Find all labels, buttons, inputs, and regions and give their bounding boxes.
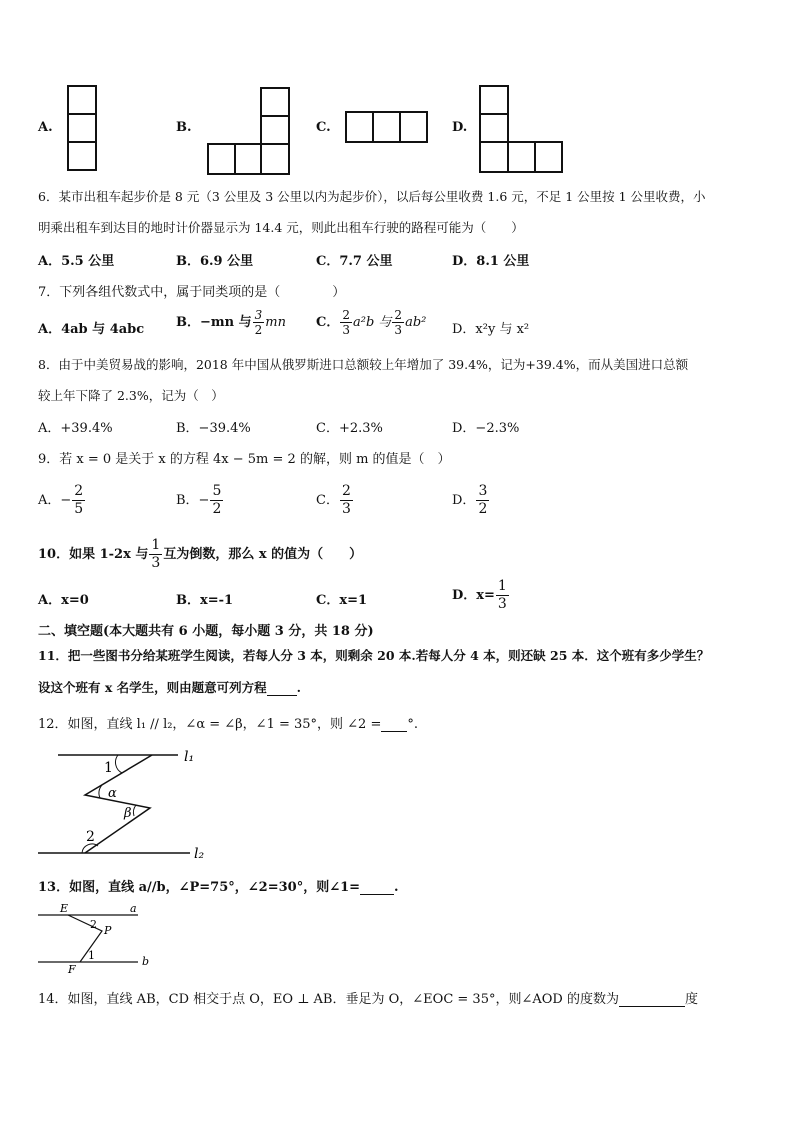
section-2-heading: 二、填空题(本大题共有 6 小题，每小题 3 分，共 18 分) bbox=[38, 624, 374, 639]
q9-b-den: 2 bbox=[212, 501, 222, 517]
q11-stem-line2 bbox=[38, 678, 301, 696]
q11-line2-prefix: 设这个班有 x 名学生，则由题意可列方程 bbox=[38, 680, 267, 695]
q5-option-c-letter: C. bbox=[316, 120, 331, 135]
q9-c-fraction bbox=[340, 483, 353, 518]
q8-option-d: D．−2.3% bbox=[452, 421, 520, 436]
q7-c-fraction-2 bbox=[392, 308, 404, 337]
q9-stem: 9．若 x = 0 是关于 x 的方程 4x − 5m = 2 的解，则 m 的值是（ ） bbox=[38, 452, 451, 467]
q7-b-fraction bbox=[253, 308, 265, 337]
q9-option-a bbox=[38, 483, 86, 518]
q12-label-l1: l₁ bbox=[184, 749, 195, 765]
q10-stem-num: 1 bbox=[151, 537, 161, 553]
q9-c-num: 2 bbox=[341, 483, 351, 499]
q9-b-num: 5 bbox=[212, 483, 222, 499]
q12-label-alpha: α bbox=[108, 786, 117, 801]
q8-stem-line1: 8．由于中美贸易战的影响，2018 年中国从俄罗斯进口总额较上年增加了 39.4%，记为+39.4%，而从美国进口总额 bbox=[38, 357, 689, 372]
q9-option-c bbox=[316, 483, 354, 518]
q13-answer-blank[interactable] bbox=[360, 879, 394, 895]
q9-option-d bbox=[452, 483, 490, 518]
q5-option-b-figure bbox=[206, 86, 292, 178]
q13-label-p: P bbox=[104, 924, 112, 937]
q13-label-e: E bbox=[60, 902, 69, 915]
q9-d-num: 3 bbox=[478, 483, 488, 499]
q7-c-num2: 2 bbox=[394, 308, 403, 322]
q13-stem bbox=[38, 876, 399, 895]
q8-option-b: B．−39.4% bbox=[176, 421, 251, 436]
q7-option-c bbox=[316, 308, 426, 337]
q6-stem-line1: 6．某市出租车起步价是 8 元（3 公里及 3 公里以内为起步价），以后每公里收费 1.6 元，不足 1 公里按 1 公里收费，小 bbox=[38, 189, 706, 204]
q9-option-b bbox=[176, 483, 224, 518]
q9-d-fraction bbox=[476, 483, 489, 518]
q6-option-d: D．8.1 公里 bbox=[452, 254, 530, 269]
q6-option-a: A．5.5 公里 bbox=[38, 254, 115, 269]
q5-option-d-letter: D. bbox=[452, 120, 468, 135]
q6-option-c: C．7.7 公里 bbox=[316, 254, 393, 269]
q10-stem-den: 3 bbox=[151, 555, 161, 571]
q11-line2-suffix: . bbox=[296, 680, 302, 695]
q10-stem-prefix: 10．如果 1-2x 与 bbox=[38, 547, 149, 562]
q9-b-fraction bbox=[210, 483, 223, 518]
q12-figure bbox=[30, 740, 220, 865]
q9-d-prefix: D． bbox=[452, 493, 476, 508]
q5-option-a-letter: A. bbox=[38, 120, 53, 135]
q5-option-d-figure bbox=[478, 84, 564, 176]
q10-stem-suffix: 互为倒数，那么 x 的值为（ ） bbox=[163, 547, 363, 562]
q7-b-denominator: 2 bbox=[254, 323, 263, 337]
q10-option-a: A．x=0 bbox=[38, 593, 89, 608]
q12-arc-1 bbox=[115, 755, 122, 773]
q10-d-prefix: D．x= bbox=[452, 588, 495, 603]
q9-a-prefix: A．− bbox=[38, 493, 72, 508]
q12-label-l2: l₂ bbox=[194, 846, 205, 862]
q14-stem-suffix: 度 bbox=[684, 992, 698, 1007]
q11-stem-line1: 11．把一些图书分给某班学生阅读，若每人分 3 本，则剩余 20 本.若每人分 4 本，则还缺 25 本．这个班有多少学生？ bbox=[38, 648, 710, 663]
q12-label-beta: β bbox=[124, 806, 132, 821]
q10-d-num: 1 bbox=[497, 578, 507, 594]
q9-d-den: 2 bbox=[478, 501, 488, 517]
q13-label-b: b bbox=[142, 955, 150, 968]
q7-c-den2: 3 bbox=[394, 323, 403, 337]
q13-stem-prefix: 13．如图，直线 a//b，∠P=75°，∠2=30°，则∠1= bbox=[38, 880, 361, 895]
q7-c-middle: a²b 与 bbox=[353, 315, 392, 330]
q10-option-b: B．x=-1 bbox=[176, 593, 234, 608]
q7-stem: 7．下列各组代数式中，属于同类项的是（ ） bbox=[38, 285, 346, 300]
q10-d-fraction bbox=[496, 578, 509, 613]
q13-figure bbox=[34, 898, 164, 976]
q5-option-b-letter: B. bbox=[176, 120, 192, 135]
q9-a-fraction bbox=[72, 483, 85, 518]
q6-option-b: B．6.9 公里 bbox=[176, 254, 254, 269]
q12-stem-prefix: 12．如图，直线 l₁ // l₂，∠α = ∠β，∠1 = 35°，则 ∠2 = bbox=[38, 717, 382, 732]
q9-c-prefix: C． bbox=[316, 493, 339, 508]
q8-option-c: C．+2.3% bbox=[316, 421, 383, 436]
q5-option-a-figure bbox=[66, 84, 100, 174]
q9-a-den: 5 bbox=[74, 501, 84, 517]
q6-stem-line2: 明乘出租车到达目的地时计价器显示为 14.4 元，则此出租车行驶的路程可能为（ ） bbox=[38, 220, 524, 235]
q12-label-2: 2 bbox=[86, 829, 95, 845]
q8-option-a: A．+39.4% bbox=[38, 421, 113, 436]
q9-b-prefix: B．− bbox=[176, 493, 210, 508]
q13-stem-suffix: . bbox=[394, 880, 399, 895]
q7-b-suffix: mn bbox=[265, 315, 286, 330]
q7-option-b bbox=[176, 308, 286, 337]
q12-stem bbox=[38, 713, 418, 732]
q7-c-den1: 3 bbox=[342, 323, 350, 337]
q7-option-d: D．x²y 与 x² bbox=[452, 322, 530, 337]
q14-answer-blank[interactable] bbox=[619, 991, 685, 1007]
q10-stem bbox=[38, 537, 362, 572]
q10-stem-fraction bbox=[149, 537, 162, 572]
q7-b-prefix: B．−mn 与 bbox=[176, 315, 252, 330]
q13-label-f: F bbox=[68, 963, 76, 976]
q10-option-d bbox=[452, 578, 510, 613]
q7-b-numerator: 3 bbox=[254, 308, 263, 322]
q13-label-1: 1 bbox=[88, 949, 95, 962]
q7-c-suffix: ab² bbox=[405, 315, 427, 330]
q7-c-fraction-1 bbox=[340, 308, 352, 337]
q10-d-den: 3 bbox=[497, 596, 507, 612]
q14-stem-prefix: 14．如图，直线 AB，CD 相交于点 O，EO ⊥ AB．垂足为 O，∠EOC = 35°，则∠AOD 的度数为 bbox=[38, 992, 619, 1007]
q9-c-den: 3 bbox=[341, 501, 351, 517]
q12-label-1: 1 bbox=[104, 760, 113, 776]
q11-answer-blank[interactable] bbox=[267, 680, 297, 696]
q7-option-a: A．4ab 与 4abc bbox=[38, 322, 145, 337]
q12-answer-blank[interactable] bbox=[381, 716, 407, 732]
q9-a-num: 2 bbox=[74, 483, 84, 499]
q13-label-a: a bbox=[130, 902, 137, 915]
q12-arc-beta bbox=[133, 805, 136, 816]
q14-stem bbox=[38, 988, 698, 1007]
q5-option-c-figure bbox=[344, 110, 430, 144]
q10-option-c: C．x=1 bbox=[316, 593, 368, 608]
q12-stem-suffix: °. bbox=[407, 717, 418, 732]
q7-c-num1: 2 bbox=[342, 308, 350, 322]
q8-stem-line2: 较上年下降了 2.3%，记为（ ） bbox=[38, 388, 224, 403]
q13-label-2: 2 bbox=[90, 918, 97, 931]
q7-c-prefix: C． bbox=[316, 315, 340, 330]
